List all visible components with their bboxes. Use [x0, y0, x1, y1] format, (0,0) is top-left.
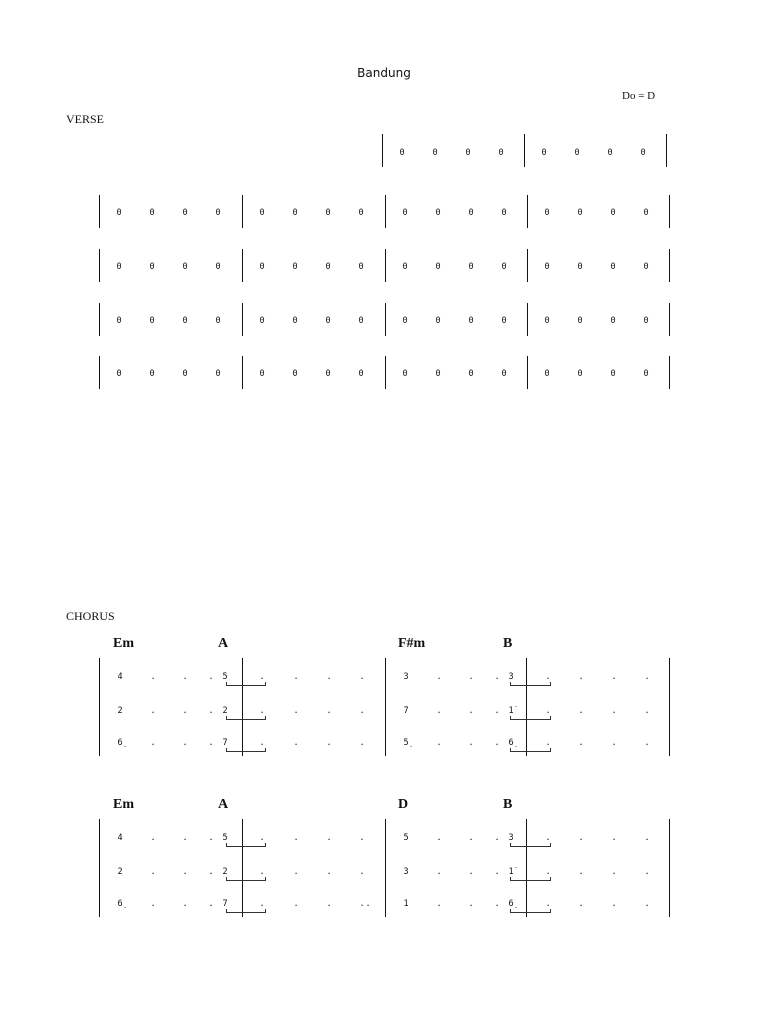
note: .	[150, 738, 156, 748]
chord-symbol: B	[503, 636, 513, 651]
note: 0	[574, 148, 580, 158]
note: 0	[498, 148, 504, 158]
note: 0	[544, 316, 550, 326]
note: 1̇	[508, 706, 514, 716]
note: 0	[259, 316, 265, 326]
chorus-label: CHORUS	[66, 609, 115, 623]
note: .	[150, 867, 156, 877]
note: .	[578, 738, 584, 748]
note: .	[182, 738, 188, 748]
note: 0	[116, 316, 122, 326]
note: .	[494, 899, 500, 909]
barline	[99, 195, 100, 228]
note: 2	[117, 867, 123, 877]
barline	[99, 658, 100, 756]
note: 0	[402, 316, 408, 326]
note: 0	[643, 316, 649, 326]
barline	[669, 658, 670, 756]
note: .	[644, 672, 650, 682]
barline	[527, 356, 528, 389]
note: .	[259, 738, 265, 748]
note: .	[326, 706, 332, 716]
note: 0	[501, 262, 507, 272]
note: .	[494, 706, 500, 716]
note: 0	[259, 369, 265, 379]
note: .	[150, 706, 156, 716]
note: .	[150, 899, 156, 909]
beam-bracket	[510, 843, 551, 847]
note: .	[259, 706, 265, 716]
chord-symbol: Em	[113, 636, 134, 651]
note: 0	[468, 369, 474, 379]
note: .	[208, 867, 214, 877]
note: 0	[610, 316, 616, 326]
note: 7	[222, 899, 228, 909]
note: 0	[643, 262, 649, 272]
note: 4	[117, 833, 123, 843]
barline	[242, 819, 243, 917]
note: .	[578, 833, 584, 843]
note: 0	[149, 262, 155, 272]
note: 2	[117, 706, 123, 716]
note: .	[644, 867, 650, 877]
note: .	[436, 899, 442, 909]
barline	[526, 819, 527, 917]
note: 3	[508, 833, 514, 843]
chord-symbol: D	[398, 797, 409, 812]
beam-bracket	[226, 682, 266, 686]
beam-bracket	[226, 909, 266, 913]
note: 0	[325, 369, 331, 379]
note: 1	[403, 899, 409, 909]
note: .	[293, 672, 299, 682]
chord-symbol: Em	[113, 797, 134, 812]
note: 0	[402, 262, 408, 272]
note: .	[208, 833, 214, 843]
note: .	[182, 672, 188, 682]
note: .	[611, 867, 617, 877]
note: 5	[222, 833, 228, 843]
note: .	[359, 833, 365, 843]
note: 6̣	[117, 738, 123, 748]
beam-bracket	[226, 748, 266, 752]
note: 0	[468, 316, 474, 326]
barline	[669, 249, 670, 282]
note: 2	[222, 706, 228, 716]
chord-symbol: A	[218, 636, 229, 651]
note: 0	[468, 208, 474, 218]
note: 0	[292, 369, 298, 379]
note: .	[468, 706, 474, 716]
barline	[385, 195, 386, 228]
note: .	[208, 899, 214, 909]
note: 7	[222, 738, 228, 748]
note: 1̇	[508, 867, 514, 877]
note: 0	[182, 208, 188, 218]
note: 0	[468, 262, 474, 272]
note: 0	[544, 369, 550, 379]
note: .	[644, 833, 650, 843]
note: 6̣	[508, 899, 514, 909]
note: .	[259, 833, 265, 843]
beam-bracket	[510, 909, 551, 913]
note: .	[365, 899, 371, 909]
note: .	[259, 867, 265, 877]
note: .	[468, 738, 474, 748]
note: .	[150, 833, 156, 843]
note: .	[644, 738, 650, 748]
note: 0	[358, 208, 364, 218]
note: .	[326, 867, 332, 877]
barline	[669, 303, 670, 336]
note: .	[259, 672, 265, 682]
note: 0	[541, 148, 547, 158]
note: 7	[403, 706, 409, 716]
note: .	[611, 706, 617, 716]
note: 0	[149, 369, 155, 379]
note: .	[578, 867, 584, 877]
note: 0	[182, 369, 188, 379]
note: .	[611, 672, 617, 682]
note: 0	[402, 369, 408, 379]
note: 0	[544, 208, 550, 218]
note: .	[293, 706, 299, 716]
note: 0	[501, 316, 507, 326]
note: 0	[610, 208, 616, 218]
note: 0	[149, 316, 155, 326]
note: 0	[544, 262, 550, 272]
note: .	[293, 738, 299, 748]
beam-bracket	[510, 748, 551, 752]
note: .	[545, 738, 551, 748]
beam-bracket	[226, 716, 266, 720]
note: 0	[116, 208, 122, 218]
note: .	[436, 833, 442, 843]
note: .	[644, 899, 650, 909]
note: 0	[607, 148, 613, 158]
note: .	[436, 738, 442, 748]
note: 0	[292, 208, 298, 218]
note: .	[326, 899, 332, 909]
note: 0	[435, 369, 441, 379]
barline	[99, 303, 100, 336]
note: 3	[403, 867, 409, 877]
note: 0	[215, 262, 221, 272]
note: .	[182, 833, 188, 843]
note: 6̣	[117, 899, 123, 909]
barline	[382, 134, 383, 167]
note: 0	[149, 208, 155, 218]
note: 0	[610, 369, 616, 379]
note: .	[545, 899, 551, 909]
note: 0	[610, 262, 616, 272]
barline	[524, 134, 525, 167]
note: 2	[222, 867, 228, 877]
note: 0	[358, 316, 364, 326]
chord-symbol: A	[218, 797, 229, 812]
beam-bracket	[226, 877, 266, 881]
chord-symbol: F#m	[398, 636, 426, 651]
note: 0	[259, 208, 265, 218]
barline	[385, 249, 386, 282]
note: 0	[501, 369, 507, 379]
note: 3	[403, 672, 409, 682]
beam-bracket	[226, 843, 266, 847]
note: 0	[501, 208, 507, 218]
barline	[526, 658, 527, 756]
note: 0	[435, 262, 441, 272]
barline	[242, 303, 243, 336]
note: .	[578, 899, 584, 909]
note: .	[182, 899, 188, 909]
note: .	[436, 867, 442, 877]
note: 5̣	[403, 738, 409, 748]
note: 0	[358, 262, 364, 272]
note: .	[494, 672, 500, 682]
barline	[527, 249, 528, 282]
note: .	[545, 867, 551, 877]
note: .	[436, 706, 442, 716]
note: .	[208, 672, 214, 682]
note: .	[468, 867, 474, 877]
note: 4	[117, 672, 123, 682]
barline	[527, 303, 528, 336]
barline	[527, 195, 528, 228]
note: .	[578, 706, 584, 716]
barline	[669, 356, 670, 389]
note: 0	[292, 262, 298, 272]
note: .	[182, 867, 188, 877]
note: .	[359, 672, 365, 682]
note: .	[359, 899, 365, 909]
note: 0	[577, 208, 583, 218]
note: 3	[508, 672, 514, 682]
note: 0	[325, 316, 331, 326]
note: 0	[435, 316, 441, 326]
barline	[242, 195, 243, 228]
note: .	[578, 672, 584, 682]
note: .	[468, 899, 474, 909]
barline	[666, 134, 667, 167]
key-signature: Do = D	[622, 90, 656, 102]
note: 0	[577, 262, 583, 272]
barline	[99, 356, 100, 389]
note: 5	[403, 833, 409, 843]
barline	[385, 658, 386, 756]
note: .	[293, 833, 299, 843]
note: .	[293, 867, 299, 877]
note: 0	[432, 148, 438, 158]
note: .	[494, 738, 500, 748]
note: 0	[325, 262, 331, 272]
note: .	[468, 672, 474, 682]
note: .	[611, 833, 617, 843]
beam-bracket	[510, 682, 551, 686]
note: .	[208, 738, 214, 748]
note: 0	[465, 148, 471, 158]
note: .	[326, 672, 332, 682]
note: 0	[402, 208, 408, 218]
note: .	[611, 738, 617, 748]
barline	[242, 658, 243, 756]
barline	[385, 356, 386, 389]
barline	[385, 819, 386, 917]
note: 0	[577, 316, 583, 326]
note: .	[259, 899, 265, 909]
note: 0	[116, 369, 122, 379]
chord-symbol: B	[503, 797, 513, 812]
barline	[385, 303, 386, 336]
note: .	[208, 706, 214, 716]
barline	[669, 195, 670, 228]
note: 0	[116, 262, 122, 272]
note: .	[182, 706, 188, 716]
note: 0	[215, 316, 221, 326]
barline	[99, 249, 100, 282]
barline	[99, 819, 100, 917]
note: .	[468, 833, 474, 843]
note: 0	[215, 208, 221, 218]
note: 0	[325, 208, 331, 218]
note: .	[326, 738, 332, 748]
note: 6̣	[508, 738, 514, 748]
barline	[242, 356, 243, 389]
barline	[242, 249, 243, 282]
verse-label: VERSE	[66, 112, 105, 126]
note: 0	[215, 369, 221, 379]
note: 0	[640, 148, 646, 158]
note: .	[326, 833, 332, 843]
note: .	[545, 672, 551, 682]
note: .	[494, 867, 500, 877]
note: .	[611, 899, 617, 909]
note: 0	[259, 262, 265, 272]
note: .	[494, 833, 500, 843]
note: 5	[222, 672, 228, 682]
note: 0	[182, 262, 188, 272]
note: .	[436, 672, 442, 682]
note: .	[293, 899, 299, 909]
note: 0	[292, 316, 298, 326]
note: .	[150, 672, 156, 682]
note: 0	[399, 148, 405, 158]
note: 0	[643, 208, 649, 218]
barline	[669, 819, 670, 917]
note: .	[359, 706, 365, 716]
note: .	[644, 706, 650, 716]
note: .	[545, 833, 551, 843]
beam-bracket	[510, 716, 551, 720]
note: 0	[182, 316, 188, 326]
note: .	[359, 738, 365, 748]
note: 0	[435, 208, 441, 218]
note: .	[359, 867, 365, 877]
note: 0	[358, 369, 364, 379]
beam-bracket	[510, 877, 551, 881]
note: .	[545, 706, 551, 716]
note: 0	[577, 369, 583, 379]
song-title: Bandung	[357, 66, 411, 80]
note: 0	[643, 369, 649, 379]
